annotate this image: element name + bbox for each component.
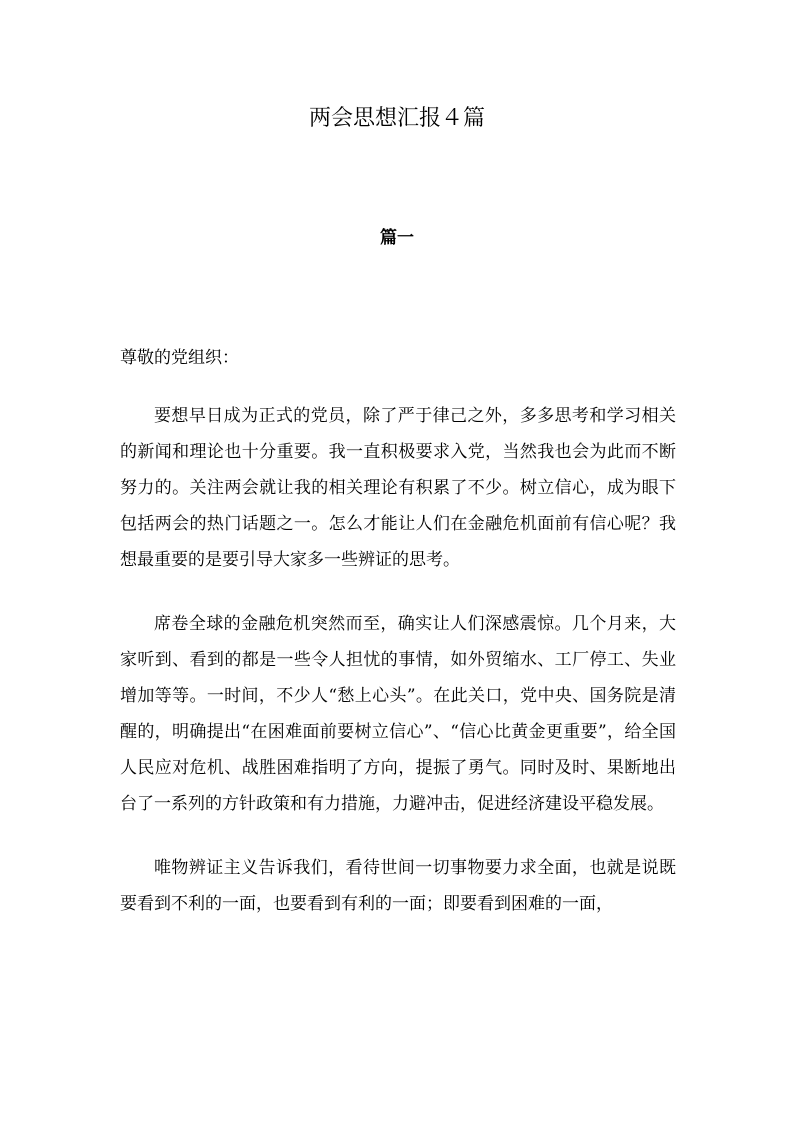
- body-text: [120, 398, 676, 950]
- section-title: 篇一: [380, 228, 414, 248]
- paragraph-2: 席卷全球的金融危机突然而至，确实让人们深感震惊。几个月来，大家听到、看到的都是一些令人担忧的事情，如外贸缩水、工厂停工、失业增加等等。一时间，不少人“愁上心头”。在此关口，党中央、国务院是清醒的，明确提出“在困难面前要树立信心”、“信心比黄金更重要”，给全国人民应对危机、战胜困难指明了方向，提振了勇气。同时及时、果断地出台了一系列的方针政策和有力措施，力避冲击，促进经济建设平稳发展。: [120, 614, 676, 814]
- document-title: 两会思想汇报４篇: [308, 106, 485, 131]
- paragraph-1: 要想早日成为正式的党员，除了严于律己之外，多多思考和学习相关的新闻和理论也十分重要。我一直积极要求入党，当然我也会为此而不断努力的。关注两会就让我的相关理论有积累了不少。树立信心，成为眼下包括两会的热门话题之一。怎么才能让人们在金融危机面前有信心呢？我想最重要的是要引导大家多一些辨证的思考。: [120, 406, 676, 570]
- salutation: 尊敬的党组织：: [120, 348, 239, 368]
- paragraph-3: 唯物辨证主义告诉我们，看待世间一切事物要力求全面，也就是说既要看到不利的一面，也要看到有利的一面；即要看到困难的一面，: [120, 858, 676, 914]
